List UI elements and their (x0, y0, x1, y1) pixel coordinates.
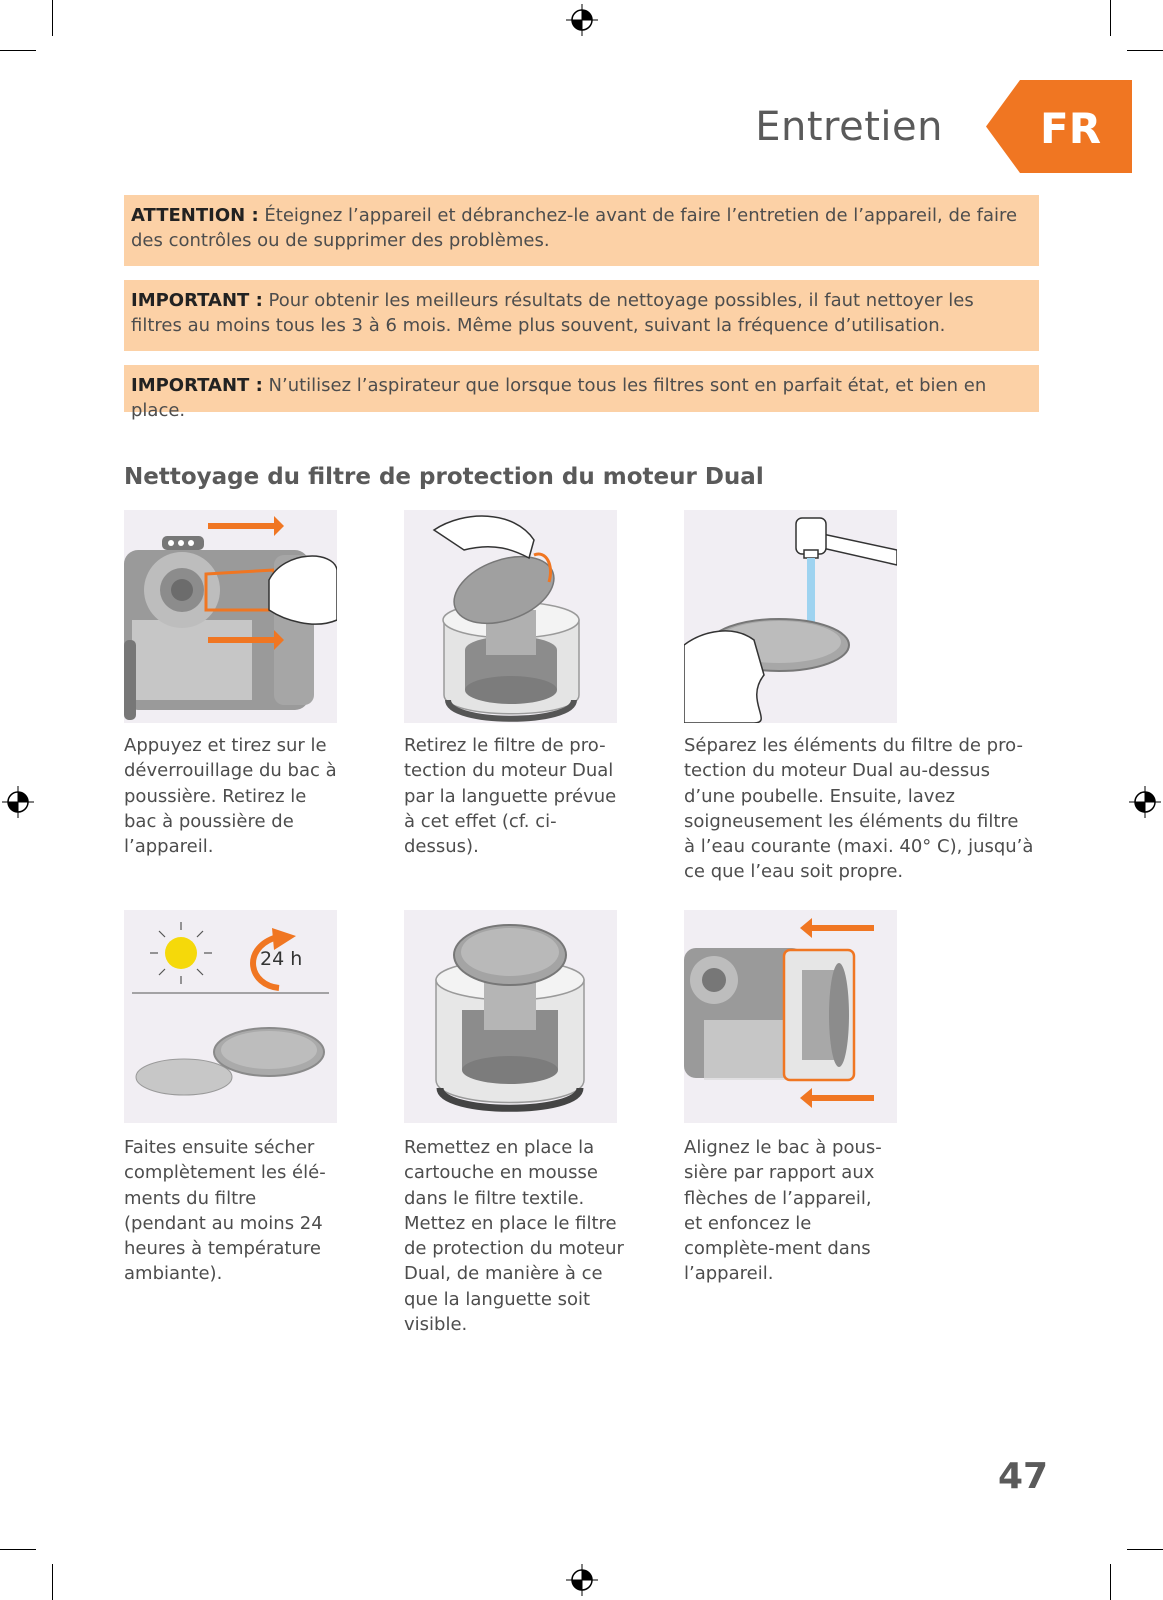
page-number: 47 (998, 1456, 1049, 1497)
registration-mark-icon (566, 4, 598, 36)
crop-mark (1110, 0, 1111, 36)
registration-mark-icon (566, 1564, 598, 1596)
notice-text: Éteignez l’appareil et débranchez-le avant de faire l’entretien de l’appareil, de faire des contrôles ou de supprimer des problèmes. (131, 205, 1018, 251)
crop-mark (1127, 50, 1163, 51)
crop-mark (1110, 1564, 1111, 1600)
attention-notice (124, 195, 1039, 266)
step-5-caption: Remettez en place la cartouche en mousse dans le filtre textile. Mettez en place le filtre de protection du moteur Dual, de manière à ce que la languette soit visible. (404, 1137, 624, 1336)
step-4-illustration (124, 910, 337, 1123)
step-5-illustration (404, 910, 617, 1123)
step-2-illustration (404, 510, 617, 723)
step-1-illustration (124, 510, 337, 723)
registration-mark-icon (2, 786, 34, 818)
crop-mark (0, 1549, 36, 1550)
step-3-illustration (684, 510, 897, 723)
step-6-caption: Alignez le bac à pous-sière par rapport aux flèches de l’appareil, et enfoncez le complète-ment dans l’appareil. (684, 1137, 882, 1285)
notice-text: Pour obtenir les meilleurs résultats de nettoyage possibles, il faut nettoyer les filtres au moins tous les 3 à 6 mois. Même plus souvent, suivant la fréquence d’utilisation. (131, 290, 974, 336)
crop-mark (52, 1564, 53, 1600)
section-title: Nettoyage du filtre de protection du moteur Dual (124, 464, 764, 490)
crop-mark (1127, 1549, 1163, 1550)
important-notice (124, 365, 1039, 421)
registration-mark-icon (1129, 786, 1161, 818)
step-2-caption: Retirez le filtre de pro-tection du moteur Dual par la languette prévue à cet effet (cf. ci-dessus). (404, 735, 617, 858)
step-3-caption: Séparez les éléments du filtre de pro-tection du moteur Dual au-dessus d’une poubelle. Ensuite, lavez soigneusement les éléments du filtre à l’eau courante (maxi. 40° C), jusqu’à ce que l’eau soit propre. (684, 735, 1034, 883)
notice-label: IMPORTANT : (131, 290, 263, 311)
crop-mark (0, 50, 36, 51)
page-title: Entretien (755, 104, 943, 150)
notice-label: ATTENTION : (131, 205, 259, 226)
step-1-caption: Appuyez et tirez sur le déverrouillage du bac à poussière. Retirez le bac à poussière de l’appareil. (124, 735, 337, 858)
sun-icon (150, 922, 212, 984)
duration-label: 24 h (260, 948, 303, 970)
notice-label: IMPORTANT : (131, 375, 263, 396)
crop-mark (52, 0, 53, 36)
important-notice (124, 280, 1039, 351)
step-4-caption: Faites ensuite sécher complètement les élé-ments du filtre (pendant au moins 24 heures à température ambiante). (124, 1137, 326, 1285)
notice-text: N’utilisez l’aspirateur que lorsque tous les filtres sont en parfait état, et bien en place. (131, 375, 987, 421)
language-code: FR (1040, 104, 1102, 153)
step-6-illustration (684, 910, 897, 1123)
